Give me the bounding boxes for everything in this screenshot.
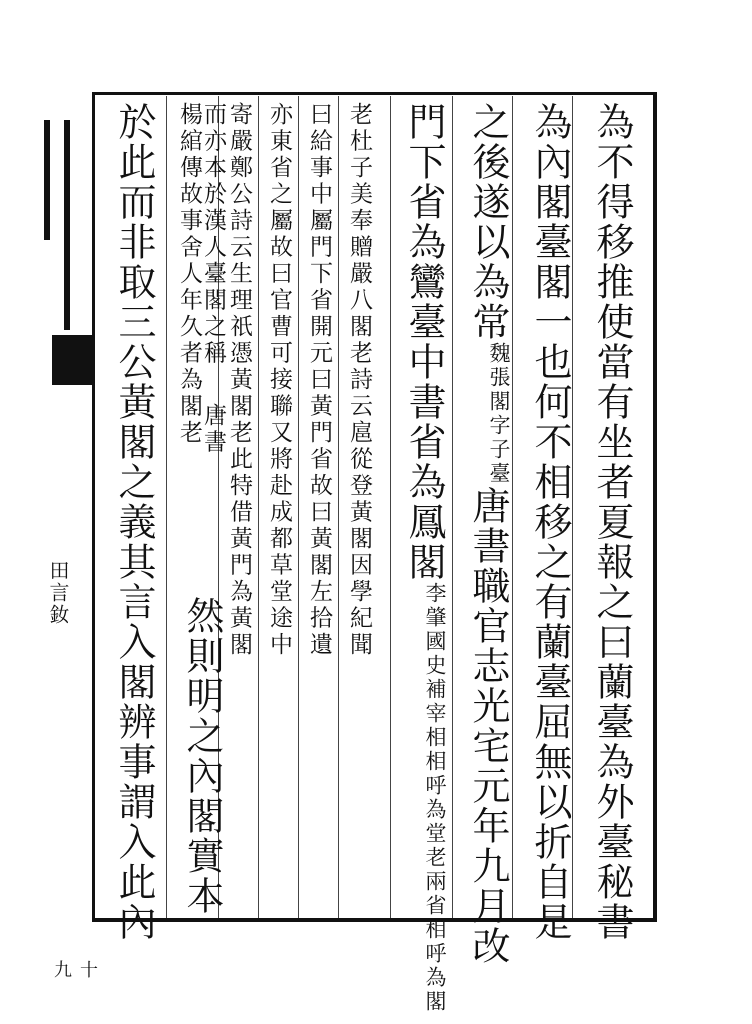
text-column-3 bbox=[466, 102, 510, 966]
inline-note-right: 魏張閣 bbox=[487, 342, 511, 414]
note-column-9-b: 唐書 bbox=[200, 403, 226, 456]
note-column-6: 曰給事中屬門下省開元曰黃門省故曰黃閣左拾遺 bbox=[306, 102, 332, 659]
text-column-4 bbox=[402, 102, 446, 1014]
column-3-text-a: 之後遂以為常 bbox=[466, 102, 510, 342]
fishtail-mark bbox=[52, 335, 92, 385]
column-4-text-a: 門下省為鸞臺中書省為鳳閣 bbox=[402, 102, 446, 582]
book-title-margin: 田言釹 bbox=[46, 560, 70, 626]
note-column-5: 老杜子美奉贈嚴八閣老詩云扈從登黃閣因學紀聞 bbox=[346, 102, 372, 659]
text-column-2: 為內閣臺閣一也何不相移之有蘭臺屈無以折自是 bbox=[528, 102, 572, 942]
text-column-1: 為不得移推使當有坐者夏報之曰蘭臺為外臺秘書 bbox=[590, 102, 634, 942]
column-divider bbox=[452, 96, 453, 918]
inline-note bbox=[488, 342, 510, 486]
column-divider bbox=[338, 96, 339, 918]
binding-margin bbox=[30, 120, 98, 978]
note-column-10: 楊綰傳故事舍人年久者為閣老 bbox=[176, 102, 202, 447]
column-3-text-b: 唐書職官志光宅元年九月改 bbox=[466, 486, 510, 966]
column-divider bbox=[258, 96, 259, 918]
note-column-7: 亦東省之屬故曰官曹可接聯又將赴成都草堂途中 bbox=[266, 102, 292, 659]
note-column-8: 寄嚴鄭公詩云生理祇憑黃閣老此特借黃門為黃閣 bbox=[226, 102, 252, 659]
note-column-9-a: 而亦本於漢人臺閣之稱 bbox=[200, 102, 226, 367]
column-divider bbox=[390, 96, 391, 918]
text-column-12: 於此而非取三公黃閣之義其言入閣辨事謂入此內 bbox=[112, 102, 156, 942]
column-divider bbox=[166, 96, 167, 918]
column-divider bbox=[572, 96, 573, 918]
page-number: 十九 bbox=[51, 960, 98, 978]
inline-note-left: 字子臺 bbox=[487, 414, 511, 486]
inline-note-right: 李肇國史補宰相相呼 bbox=[423, 582, 447, 798]
text-column-11: 然則明之內閣實本 bbox=[180, 596, 224, 916]
inline-note-left: 為堂老兩省相呼為閣 bbox=[423, 798, 447, 1014]
inline-note bbox=[424, 582, 446, 1014]
column-divider bbox=[512, 96, 513, 918]
note-column-9 bbox=[200, 102, 226, 456]
margin-rule bbox=[44, 120, 50, 240]
column-divider bbox=[298, 96, 299, 918]
margin-rule bbox=[64, 120, 70, 330]
